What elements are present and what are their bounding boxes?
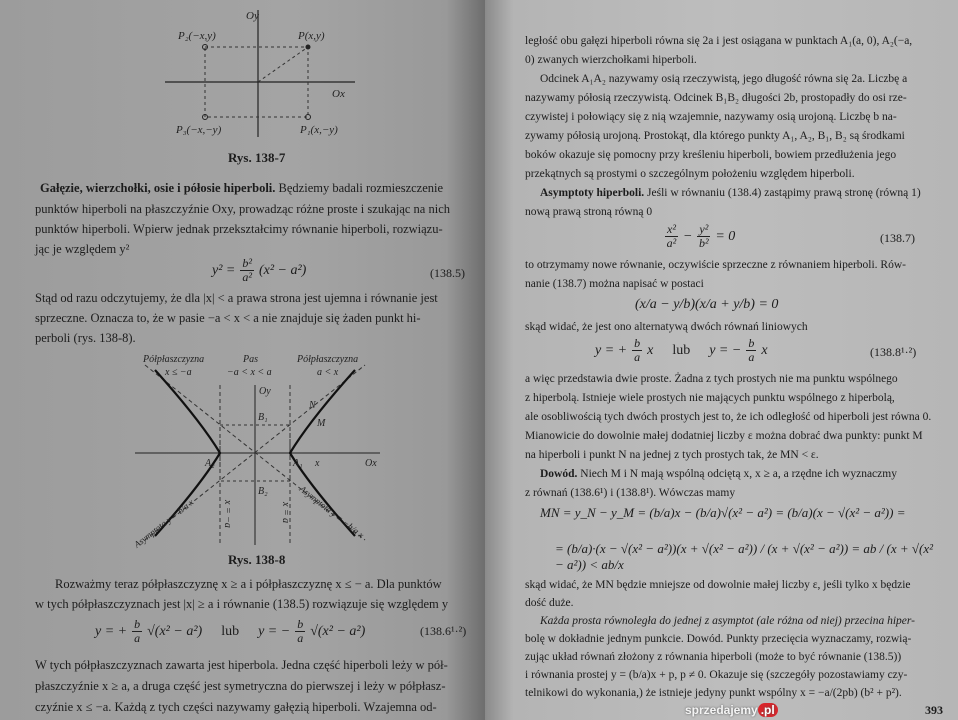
denominator: a	[297, 631, 304, 645]
fraction	[746, 337, 756, 364]
fraction	[240, 257, 254, 284]
text-line: czyźnie x ≤ −a. Każdą z tych części nazywamy gałęzią hiperboli. Wzajemna od-	[35, 700, 437, 714]
fig1-p-label: P(x,y)	[298, 30, 325, 42]
text-line: boków okazuje się pomocny przy kreśleniu hiperboli, bowiem przedłużenia jego	[525, 149, 897, 161]
watermark-text: sprzedajemy	[685, 703, 758, 717]
text-line	[540, 186, 921, 200]
label-half-left-cond: x ≤ −a	[165, 367, 192, 378]
equation-number: (138.8¹·²)	[870, 345, 917, 359]
eq-part: y = +	[595, 342, 628, 358]
text-span: Jeśli w równaniu (138.4) zastąpimy prawą stronę (równą 1)	[647, 187, 921, 199]
label-half-right-cond: a < x	[317, 367, 339, 378]
eq-part: x	[761, 342, 768, 358]
equation-factored	[635, 297, 778, 313]
watermark-suffix: .pl	[758, 703, 778, 717]
equation-mn-line-1: MN = y_N − y_M = (b/a)x − (b/a)√(x² − a²) = (b/a)(x − √(x² − a²)) =	[540, 505, 906, 520]
eq-rhs: (x² − a²)	[258, 262, 307, 278]
text-line: punktów hiperboli na płaszczyźnie Oxy, prowadząc różne proste i szukając na nich	[35, 202, 451, 216]
numerator: b	[634, 336, 641, 350]
n-label: N	[309, 400, 316, 411]
text-line: nazywamy półosią rzeczywistą. Odcinek B₁B₂ długości 2b, prostopadły do osi rze-	[525, 92, 907, 104]
eq-part: y = +	[95, 623, 128, 639]
equation-138-7	[665, 223, 735, 250]
label-pas-cond: −a < x < a	[227, 367, 272, 378]
text-span: Niech M i N mają wspólną odciętą x, x ≥ a, a rzędne ich wyznaczmy	[580, 468, 897, 480]
text-line	[40, 181, 443, 196]
text-line: telnikowi do wykonania,) że istnieje jedyny punkt wspólny x = −a/(2pb) (b² + p²).	[525, 687, 902, 699]
figure-138-7	[150, 5, 370, 145]
eq-lub: lub	[672, 342, 691, 358]
text-line: zując układ równań złożony z równania hiperboli (może to być równanie (138.5))	[525, 651, 902, 663]
denominator: a²	[242, 270, 252, 284]
b2-label: B₂	[258, 486, 268, 497]
asymptote-left-label: Asymptota y = b/a x	[132, 497, 196, 550]
eq-part: x	[647, 342, 654, 358]
numerator: y²	[699, 222, 709, 236]
a1-label: A₁	[293, 458, 303, 469]
denominator: a²	[666, 236, 677, 250]
text-line: i równania prostej y = (b/a)x + p, p ≠ 0. Okazuje się (szczegóły pozostawiamy czy-	[525, 669, 908, 681]
equation-138-8	[595, 337, 768, 364]
fig1-oy-label: Oy	[246, 10, 259, 22]
fraction	[295, 618, 305, 645]
text-line: nanie (138.7) można napisać w postaci	[525, 278, 704, 290]
numerator: x²	[667, 222, 676, 236]
fraction	[665, 223, 678, 250]
denominator: b²	[699, 236, 709, 250]
text-line: Rozważmy teraz półpłaszczyznę x ≥ a i półpłaszczyznę x ≤ − a. Dla punktów	[55, 577, 442, 591]
equation-number: (138.5)	[430, 266, 465, 280]
figure-caption: Rys. 138-8	[228, 552, 286, 567]
text-line: z hiperbolą. Istnieje wiele prostych nie mających punktu wspólnego z hiperbolą,	[525, 392, 895, 404]
text-line: punktów hiperboli. Wpierw jednak przekształcimy równanie hiperboli, rozwiązu-	[35, 222, 443, 236]
text-line: skąd widać, że jest ono alternatywą dwóch równań liniowych	[525, 321, 808, 333]
label-half-left: Półpłaszczyzna	[143, 354, 205, 365]
text-line: a więc przedstawia dwie proste. Żadna z tych prostych nie ma punktu wspólnego	[525, 373, 898, 385]
eq-text: (x/a − y/b)(x/a + y/b) = 0	[635, 297, 779, 312]
equation-138-6	[95, 618, 365, 645]
watermark-logo	[685, 703, 778, 717]
b1-label: B₁	[258, 412, 268, 423]
numerator: b	[748, 336, 755, 350]
section-heading: Dowód.	[540, 468, 578, 480]
equation-number: (138.7)	[880, 231, 915, 245]
denominator: a	[134, 631, 141, 645]
eq-lhs: y² =	[212, 262, 236, 278]
right-page	[485, 0, 958, 720]
fig2-ox-label: Ox	[365, 458, 377, 469]
figure-138-8-hyperbola	[125, 350, 385, 550]
text-line: płaszczyźnie x ≥ a, a druga część jest symetryczna do pierwszej i leży w półpłasz-	[35, 679, 446, 693]
section-heading: Gałęzie, wierzchołki, osie i półosie hiperboli.	[40, 181, 276, 195]
text-line	[540, 467, 897, 481]
denominator: a	[634, 350, 641, 364]
a2-label: A₂	[205, 458, 215, 469]
eq-minus: −	[682, 228, 693, 244]
text-line: Każda prosta równoległa do jednej z asymptot (ale różna od niej) przecina hiper-	[540, 615, 915, 627]
fig1-ox-label: Ox	[332, 88, 345, 100]
text-line: dość duże.	[525, 597, 574, 609]
eq-part: y = −	[709, 342, 742, 358]
figure-caption: Rys. 138-7	[228, 150, 286, 165]
fraction	[697, 223, 710, 250]
m-label: M	[317, 418, 326, 429]
label-half-right: Półpłaszczyzna	[297, 354, 359, 365]
section-heading: Asymptoty hiperboli.	[540, 187, 645, 199]
fig1-p3-label: P₃(−x,−y)	[176, 124, 222, 136]
fraction	[632, 337, 642, 364]
label-pas: Pas	[243, 354, 258, 365]
x-neg-a-label: x = −a	[222, 500, 233, 528]
asymptote-right-label: Asymptota y = −b/a x	[297, 483, 366, 540]
eq-part: √(x² − a²)	[147, 623, 203, 639]
x-pos-a-label: x = a	[280, 502, 291, 524]
text-line: nową prawą stroną równą 0	[525, 206, 653, 218]
text-line: sprzeczne. Oznacza to, że w pasie −a < x < a nie znajduje się żaden punkt hi-	[35, 311, 421, 325]
text-line: z równań (138.6¹) i (138.8¹). Wówczas mamy	[525, 487, 736, 499]
eq-part: √(x² − a²)	[310, 623, 366, 639]
eq-part: y = −	[258, 623, 291, 639]
text-line: na hiperboli i punkt N na jednej z tych prostych tak, że MN < ε.	[525, 449, 819, 461]
text-line: ale osobliwością tych dwóch prostych jest to, że ich odległość od hiperboli jest równa 0.	[525, 411, 932, 423]
text-span: Będziemy badali rozmieszczenie	[278, 181, 444, 195]
denominator: a	[748, 350, 755, 364]
equation-mn-line-2: = (b/a)·(x − √(x² − a²))(x + √(x² − a²)) / (x + √(x² − a²)) = ab / (x + √(x² − a²)) < ab/x	[555, 541, 934, 572]
page-number: 393	[925, 703, 943, 717]
eq-rhs: = 0	[715, 228, 736, 244]
fig1-p2-label: P₂(−x,y)	[178, 30, 216, 42]
fig1-p1-label: P₁(x,−y)	[300, 124, 338, 136]
equation-138-5	[212, 257, 306, 284]
eq-lub: lub	[221, 623, 240, 639]
text-line: jąc je względem y²	[35, 242, 130, 256]
text-line: to otrzymamy nowe równanie, oczywiście sprzeczne z równaniem hiperboli. Rów-	[525, 259, 906, 271]
fraction	[132, 618, 142, 645]
text-line: skąd widać, że MN będzie mniejsze od dowolnie małej liczby ε, jeśli tylko x będzie	[525, 579, 911, 591]
text-line: bolę w dokładnie jednym punkcie. Dowód. Punkty przecięcia wyznaczamy, rozwią-	[525, 633, 912, 645]
text-line: 0) zwanych wierzchołkami hiperboli.	[525, 54, 697, 66]
text-line: W tych półpłaszczyznach zawarta jest hiperbola. Jedna część hiperboli leży w pół-	[35, 658, 448, 672]
fig2-x-label: x	[315, 458, 320, 469]
text-line: ległość obu gałęzi hiperboli równa się 2a i jest osiągana w punktach A₁(a, 0), A₂(−a,	[525, 35, 913, 47]
text-line: przekątnych są prostymi o szczególnym położeniu względem hiperboli.	[525, 168, 855, 180]
text-line: czywistej i połowiący się z nią wzajemnie, nazywamy osią urojoną. Liczbę b na-	[525, 111, 897, 123]
text-line: perboli (rys. 138-8).	[35, 331, 136, 345]
numerator: b	[134, 617, 141, 631]
text-line: Stąd od razu odczytujemy, że dla |x| < a prawa strona jest ujemna i równanie jest	[35, 291, 438, 305]
text-line: w tych półpłaszczyznach jest |x| ≥ a i równanie (138.5) rozwiązuje się względem y	[35, 597, 449, 611]
text-line: Odcinek A₁A₂ nazywamy osią rzeczywistą, jego długość równa się 2a. Liczbę a	[540, 73, 908, 85]
equation-number: (138.6¹·²)	[420, 624, 467, 638]
numerator: b²	[242, 256, 252, 270]
fig2-oy-label: Oy	[259, 386, 271, 397]
numerator: b	[297, 617, 304, 631]
text-line: Mianowicie do dowolnie małej dodatniej liczby ε można dobrać dwa punkty: punkt M	[525, 430, 923, 442]
text-line: zywamy półosią urojoną. Prostokąt, dla którego punkty A₁, A₂, B₁, B₂ są środkami	[525, 130, 905, 142]
